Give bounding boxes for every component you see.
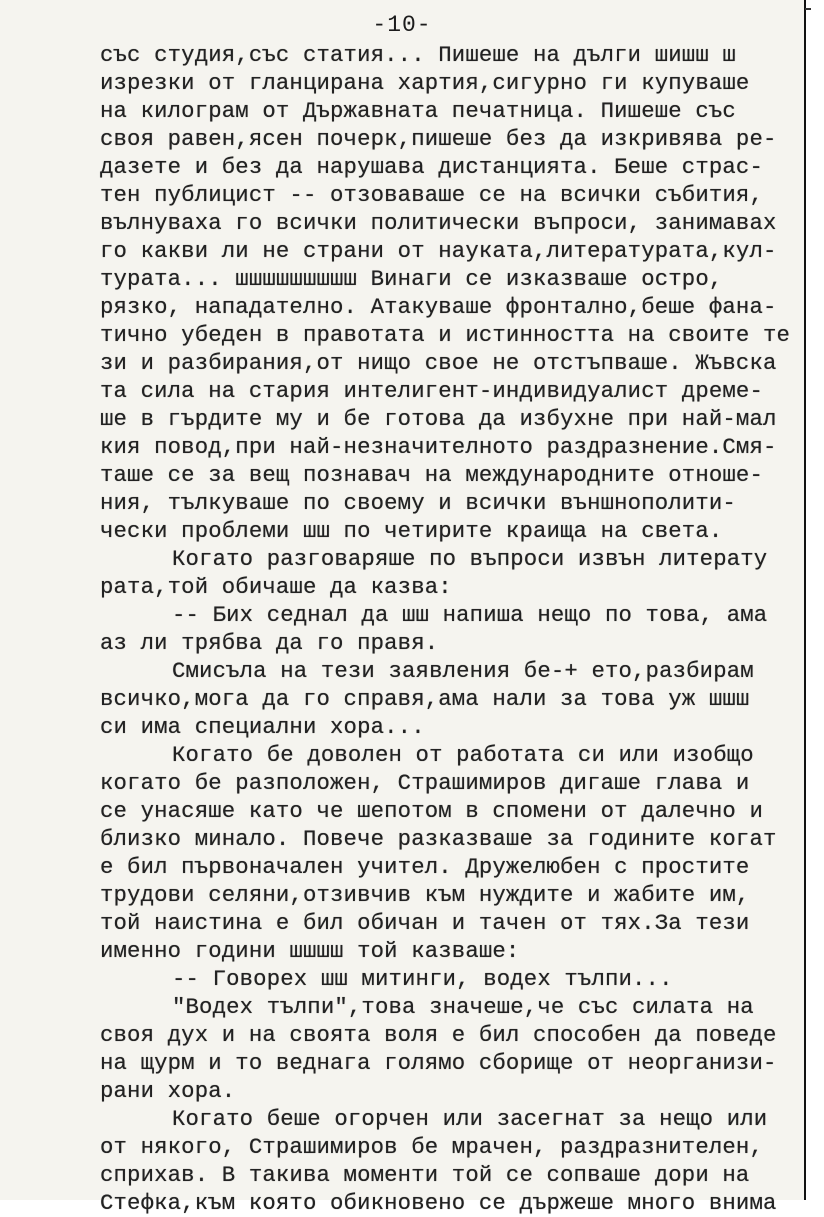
- text-line: своя равен,ясен почерк,пишеше без да изкривява ре-: [100, 126, 777, 152]
- text-line: ше в гърдите му и бе готова да избухне при най-мал: [100, 406, 777, 432]
- text-line: Смисъла на тези заявления бе-+ ето,разбирам: [172, 658, 754, 684]
- text-line: таше се за вещ познавач на международните отноше-: [100, 462, 763, 488]
- text-line: рязко, нападателно. Атакуваше фронтално,беше фана-: [100, 294, 777, 320]
- text-line: дазете и без да нарушава дистанцията. Беше страс-: [100, 154, 763, 180]
- text-line: всичко,мога да го справя,ама нали за това уж шшш: [100, 686, 750, 712]
- text-line: трудови селяни,отзивчив към нуждите и жабите им,: [100, 882, 750, 908]
- text-line: Когато бе доволен от работата си или изобщо: [172, 742, 754, 768]
- text-line: тично убеден в правотата и истинността на своите те: [100, 322, 791, 348]
- text-line: Стефка,към която обикновено се държеше много внима: [100, 1190, 777, 1216]
- text-line: -- Говорех шш митинги, водех тълпи...: [172, 966, 673, 992]
- text-line: -- Бих седнал да шш напиша нещо по това, ама: [172, 602, 768, 628]
- text-line: турата... шшшшшшшшш Винаги се изказваше остро,: [100, 266, 723, 292]
- text-line: вълнуваха го всички политически въпроси, занимавах: [100, 210, 777, 236]
- text-line: ния, тълкуваше по своему и всички външнополити-: [100, 490, 736, 516]
- text-line: рани хора.: [100, 1078, 236, 1104]
- text-line: сприхав. В такива моменти той се сопваше дори на: [100, 1162, 750, 1188]
- text-line: си има специални хора...: [100, 714, 425, 740]
- text-line: от някого, Страшимиров бе мрачен, раздразнителен,: [100, 1134, 763, 1160]
- text-line: чески проблеми шш по четирите краища на света.: [100, 518, 723, 544]
- text-line: Когато разговаряше по въпроси извън литерату: [172, 546, 768, 572]
- text-line: изрезки от гланцирана хартия,сигурно ги купуваше: [100, 70, 750, 96]
- text-line: го какви ли не страни от науката,литературата,кул-: [100, 238, 777, 264]
- text-line: със студия,със статия... Пишеше на дълги шишш ш: [100, 42, 736, 68]
- text-line: се унасяше като че шепотом в спомени от далечно и: [100, 798, 763, 824]
- text-line: аз ли трябва да го правя.: [100, 630, 439, 656]
- text-line: на щурм и то веднага голямо сборище от неорганизи-: [100, 1050, 777, 1076]
- text-line: той наистина е бил обичан и тачен от тях.За тези: [100, 910, 750, 936]
- text-line: когато бе разположен, Страшимиров дигаше глава и: [100, 770, 750, 796]
- text-line: та сила на стария интелигент-индивидуалист дреме-: [100, 378, 763, 404]
- text-line: кия повод,при най-незначителното раздразнение.Смя-: [100, 434, 777, 460]
- text-line: "Водех тълпи",това значеше,че със силата на: [172, 994, 754, 1020]
- text-line: е бил първоначален учител. Дружелюбен с простите: [100, 854, 750, 880]
- text-line: на килограм от Държавната печатница. Пишеше със: [100, 98, 736, 124]
- scan-margin: [806, 0, 824, 1200]
- text-line: Когато беше огорчен или засегнат за нещо или: [172, 1106, 768, 1132]
- text-line: близко минало. Повече разказваше за годините когат: [100, 826, 777, 852]
- text-line: именно години шшшш той казваше:: [100, 938, 520, 964]
- text-line: зи и разбирания,от нищо свое не отстъпваше. Жъвска: [100, 350, 777, 376]
- text-line: рата,той обичаше да казва:: [100, 574, 452, 600]
- page-number: -10-: [372, 12, 432, 38]
- text-line: тен публицист -- отзоваваше се на всички събития,: [100, 182, 763, 208]
- text-line: своя дух и на своята воля е бил способен да поведе: [100, 1022, 777, 1048]
- edge-mark: [805, 8, 811, 10]
